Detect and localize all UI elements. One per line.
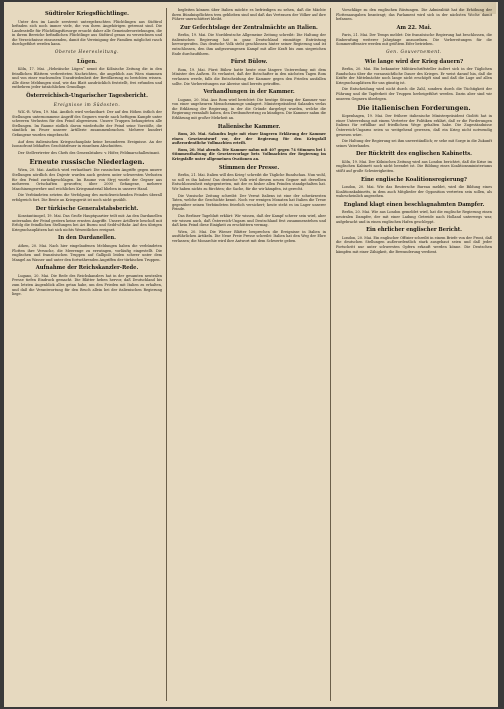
section-heading: Oberste Heeresleitung. bbox=[54, 50, 120, 56]
article-text: Wien, 20. Mai. Amtlich wird verlautbart: Die russischen Angriffe gegen unsere Stellungen nördlich des Dnjestr wurden auch gestern unter schwersten Verlusten für den Feind zurückgeschlagen. Im Raume von Stryj wurde der Gegner aus mehreren Ortschaften geworfen; über 2000 Gefangene, mehrere Maschinengewehre und reichliches Kriegsmaterial blieben in unserer Hand. bbox=[12, 168, 162, 191]
article-text: Das Berliner Tageblatt erklärt: Wir wissen, daß der Kampf schwer sein wird, aber wir wissen auch, daß Österreich-Ungarn und Deutschland fest zusammenstehen und daß kein Feind diese Einigkeit zu erschüttern vermag. bbox=[172, 213, 326, 228]
headline: Ein ehrlicher englischer Bericht. bbox=[366, 227, 462, 234]
article-text: Lugano, 20. Mai. Die Rede des Reichskanzlers hat in der gesamten neutralen Presse tiefen Eindruck gemacht. Die Blätter heben hervor, daß Deutschland bis zum letzten Augenblick alles getan habe, um den Frieden mit Italien zu erhalten, und daß die Verantwortung für den Bruch allein bei der italienischen Regierung liege. bbox=[12, 273, 162, 297]
article-text: Konstantinopel, 19. Mai. Das Große Hauptquartier teilt mit: An den Dardanellen unternahm der Feind gestern keine ernsten Angriffe. Unsere Artillerie beschoß mit Erfolg die feindlichen Stellungen bei Ari Burnu und Sedd-ul-Bahr. Auf den übrigen Kriegsschauplätzen hat sich nichts Wesentliches ereignet. bbox=[12, 214, 162, 232]
headline: Der türkische Generalstabsbericht. bbox=[35, 205, 139, 212]
article-text: Die Haltung der Regierung sei ihm unverständlich; er sehe mit Sorge in die Zukunft seines Vaterlandes. bbox=[336, 139, 492, 148]
signature: Der Stellvertreter des Chefs des Generalstabes: v. Höfer, Feldmarschalleutnant. bbox=[18, 150, 161, 155]
column-1 bbox=[12, 8, 162, 701]
bold-block bbox=[172, 132, 326, 162]
column-rule bbox=[166, 8, 167, 701]
article-text: Athen, 20. Mai. Nach hier eingelaufenen Meldungen haben die verbündeten Flotten ihre Versuche, die Meerenge zu erzwingen, vorläufig eingestellt. Die englischen und französischen Truppen auf Gallipoli leiden schwer unter dem Mangel an Wasser und unter den fortwährenden Angriffen der türkischen Truppen. bbox=[12, 243, 162, 262]
article-text: Berlin, 20. Mai. Ein bekannter Militärschriftsteller äußert sich in der Täglichen Rundschau über die voraussichtliche Dauer des Krieges. Er weist darauf hin, daß die Kräfte der Mittelmächte noch lange nicht erschöpft sind und daß die Lage auf allen Kriegsschauplätzen für uns günstig ist. bbox=[336, 67, 492, 85]
article-text: Kopenhagen, 19. Mai. Der frühere italienische Ministerpräsident Giolitti hat in einer Unterredung mit einem Vertreter der Politiken erklärt, daß er die Forderungen Italiens für erfüllbar auf friedlichem Wege gehalten habe. Die Zugeständnisse Österreich-Ungarns seien so weitgehend gewesen, daß ein Krieg nicht notwendig gewesen wäre. bbox=[336, 114, 492, 137]
article-text: Die Vossische Zeitung schreibt: Der Verrat Italiens ist eine der schwärzesten Taten, welche die Geschichte kennt. Noch vor wenigen Monaten hat Italien die Treue gegenüber seinen Verbündeten feierlich versichert; heute steht es im Lager unserer Feinde. bbox=[172, 193, 326, 212]
article-text: Berlin, 21. Mai. Italien will den Krieg! schreibt die Tägliche Rundschau. Nun wohl, so soll es ihn haben! Das deutsche Volk wird diesem neuen Gegner mit derselben Entschlossenheit entgegentreten, mit der es bisher allen Feinden standgehalten hat. Wir haben nichts zu fürchten; die Sache, für die wir kämpfen, ist gerecht. bbox=[172, 173, 326, 191]
headline: England klagt einen beschlagnahmten Dampfer. bbox=[343, 201, 485, 208]
article-text: Die Entscheidung wird nicht durch die Zahl, sondern durch die Tüchtigkeit der Führung und die Tapferkeit der Truppen herbeigeführt werden. Darin aber sind wir unseren Gegnern überlegen. bbox=[336, 87, 492, 101]
headline: Eine englische Koalitionsregierung? bbox=[361, 176, 467, 183]
article-text: Vorschläge zu den englischen Rüstungen. Die Admiralität hat die Erhöhung der Flottenausgaben beantragt; das Parlament wird sich in der nächsten Woche damit befassen. bbox=[336, 8, 492, 22]
article-text: London, 20. Mai. Wie das Reutersche Bureau meldet, wird die Bildung eines Koalitionskabinetts, in dem auch Mitglieder der Opposition vertreten sein sollen, als wahrscheinlich angesehen. bbox=[336, 185, 492, 199]
article-text: Rom, 19. Mai. Fürst Bülow hatte heute eine längere Unterredung mit dem Minister des Äußern. Es verlautet, daß der Botschafter in den nächsten Tagen Rom verlassen werde, falls die Entscheidung der Kammer gegen den Frieden ausfallen sollte. Die Vorbereitungen zur Abreise sind bereits getroffen. bbox=[172, 67, 326, 86]
headline: Die italienischen Forderungen. bbox=[357, 104, 471, 113]
article-text: Die Verbündeten setzten die Verfolgung des zurückweichenden Feindes überall erfolgreich fort. Die Beute an Kriegsgerät ist noch nicht gezählt. bbox=[12, 193, 162, 202]
article-text: Berlin, 20. Mai. Wie aus London gemeldet wird, hat die englische Regierung einen neutralen Dampfer, der mit einer Ladung Getreide nach Holland unterwegs war, aufgebracht und in einen englischen Hafen geschleppt. bbox=[336, 210, 492, 224]
article-text: Lugano, 20. Mai. Aus Rom wird berichtet: Die heutige Sitzung der Kammer war von einer ungeheuren Menschenmenge umlagert. Ministerpräsident Salandra verlas die Erklärung der Regierung, in der die Gründe dargelegt wurden, welche die Regierung veranlaßt haben, den Dreibundvertrag zu kündigen. Die Kammer nahm die Erklärung mit großer Mehrheit an. bbox=[172, 97, 326, 120]
article-text: Berlin, 19. Mai. Die Norddeutsche Allgemeine Zeitung schreibt: Die Haltung der italienischen Regierung hat in ganz Deutschland einmütige Entrüstung hervorgerufen. Das deutsche Volk steht geschlossen hinter seiner Regierung und ist entschlossen, den ihm aufgezwungenen Kampf mit aller Kraft bis zum siegreichen Ende durchzuführen. bbox=[172, 33, 326, 56]
article-text: W.K.-B. Wien, 19. Mai. Amtlich wird verlautbart: Der auf den Höhen östlich der Stellungen unternommene Angriff des Gegners wurde nach heftigem Kampfe unter schweren Verlusten für den Feind abgewiesen. Unsere Truppen behaupteten alle Stellungen. Im Raume südlich davon wiederholte der Feind seine Vorstöße, die sämtlich im Feuer unserer Artillerie zusammenbrachen. Mehrere hundert Gefangene wurden eingebracht. bbox=[12, 110, 162, 137]
headline: Am 22. Mai. bbox=[396, 24, 432, 31]
article-text: London, 20. Mai. Ein englischer Offizier schreibt in einem Briefe von der Front, daß die deutschen Stellungen außerordentlich stark ausgebaut seien und daß jeder Fortschritt nur unter schwersten Opfern erkauft werden könne. Die Deutschen kämpfen mit einer Zähigkeit, die Bewunderung verdient. bbox=[336, 235, 492, 254]
headline: Der Rücktritt des englischen Kabinetts. bbox=[356, 151, 472, 158]
headline: Aufnahme der Reichskanzler-Rede. bbox=[35, 265, 139, 272]
headline: Lügen. bbox=[77, 58, 97, 65]
article-text: Auf dem italienischen Kriegsschauplatz keine besonderen Ereignisse. An der Isonzofront lebhaftes Geschützfeuer in einzelnen Abschnitten. bbox=[12, 139, 162, 149]
article-text: Rom, 20. Mai. Salandra legte mit einer längeren Erklärung der Kammer einen Gesetzentwurf vor, der der Regierung für den Kriegsfall außerordentliche Vollmachten erteilt. bbox=[172, 132, 326, 146]
headline: Fürst Bülow. bbox=[230, 59, 268, 66]
headline: In den Dardanellen. bbox=[58, 235, 116, 242]
headline: Südtiroler Kriegsflüchtlinge. bbox=[45, 11, 129, 17]
article-text: Rom, 20. Mai abends. Die Kammer nahm mit 407 gegen 74 Stimmen bei 1 Stimmenthaltung die Gesetzesvorlage betr. Vollmachten der Regierung im Kriegsfalle unter allgemeinen Ovationen an. bbox=[172, 147, 326, 162]
article-text: Paris, 21. Mai. Der Temps meldet: Die französische Regierung hat beschlossen, die Einberufung weiterer Jahrgänge anzuordnen. Die Vorbereitungen für die Sommeroffensive werden mit größtem Eifer betrieben. bbox=[336, 33, 492, 47]
column-3 bbox=[336, 8, 492, 701]
article-text: begleiten können über Italien möchte es befriedigen zu sehen, daß die Mächte ihren Bündnispflichten treu geblieben sind und daß das Vertrauen der Völker auf ihre Führer unerschüttert bleibt. bbox=[172, 8, 326, 22]
headline: Zur Gefechtslage der Zentralmächte an Italien. bbox=[180, 24, 318, 31]
article-text: Köln, 17. Mai. „Hebräische Lügen“ nennt die Kölnische Zeitung die in den feindlichen Blättern verbreiteten Nachrichten, die angeblich aus Wien stammen und von einer wachsenden Unzufriedenheit der Bevölkerung zu berichten wissen. Alle diese Meldungen sind, wie das Blatt ausdrücklich feststellt, frei erfunden und entbehren jeder tatsächlichen Grundlage. bbox=[12, 67, 162, 90]
article-text: Wien, 20. Mai. Die Wiener Blätter besprechen die Ereignisse in Italien in ausführlichen Artikeln. Die Neue Freie Presse schreibt: Italien hat den Weg der Ehre verlassen; die Monarchie wird ihre Antwort mit dem Schwerte geben. bbox=[172, 229, 326, 243]
headline: Verhandlungen in der Kammer. bbox=[203, 89, 295, 96]
headline: Italienische Kammer. bbox=[217, 123, 281, 130]
headline: Wie lange wird der Krieg dauern? bbox=[364, 58, 464, 65]
article-text: Köln, 19. Mai. Der Kölnischen Zeitung wird aus London berichtet, daß die Krise im englischen Kabinett noch nicht beendet ist. Die Bildung eines Koalitionsministeriums stößt auf große Schwierigkeiten. bbox=[336, 159, 492, 174]
subheading: Gen. Gouvernement. bbox=[386, 50, 442, 56]
article-text: Unter den im Lande zerstreut untergebrachten Flüchtlingen aus Südtirol befinden sich noch immer viele, die von ihren Angehörigen getrennt sind. Die Landesstelle für Flüchtlingsfürsorge ersucht daher alle Gemeindevorstehungen, die in ihrem Bereiche befindlichen Flüchtlinge aus Südtirol genau zu verzeichnen und die Verzeichnisse einzusenden, damit die Vereinigung der Familien möglichst rasch durchgeführt werden kann. bbox=[12, 19, 162, 47]
column-rule bbox=[330, 8, 331, 701]
headline: Österreichisch-Ungarischer Tagesbericht. bbox=[26, 93, 148, 100]
headline: Erneute russische Niederlagen. bbox=[29, 158, 145, 167]
column-2 bbox=[172, 8, 326, 701]
newspaper-page bbox=[4, 2, 498, 707]
headline: Stimmen der Presse. bbox=[218, 164, 280, 171]
subheading: Ereignisse im Südosten. bbox=[53, 102, 121, 108]
